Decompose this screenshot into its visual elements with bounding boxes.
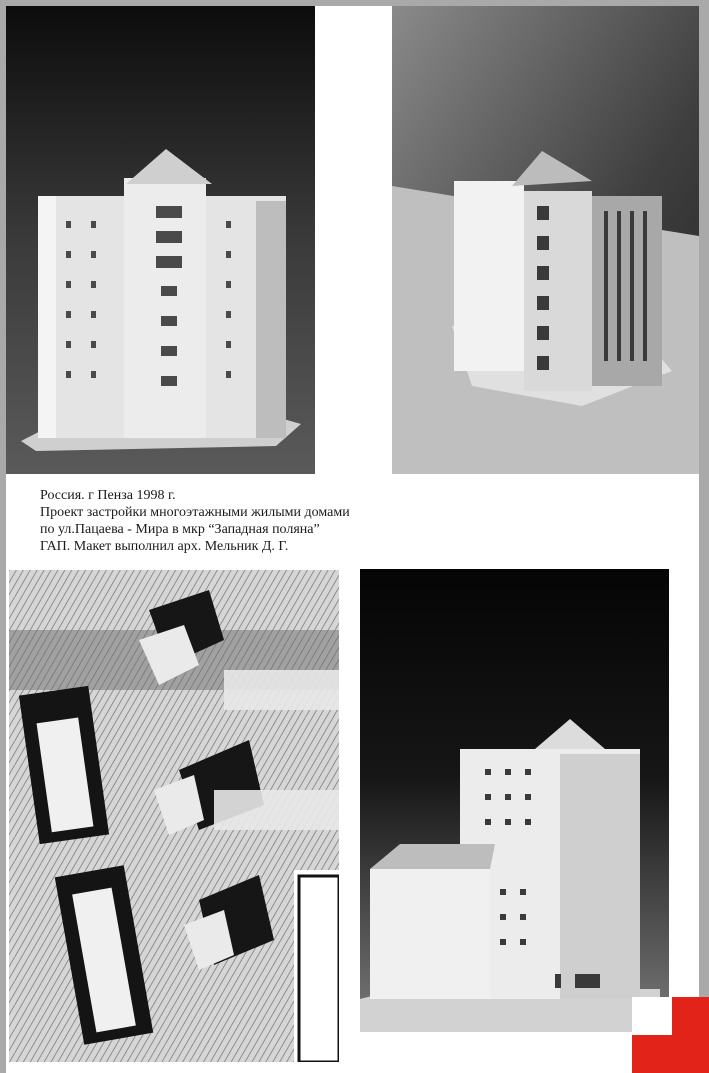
caption-line-author: ГАП. Макет выполнил арх. Мельник Д. Г. — [40, 539, 289, 554]
model-photo-front — [6, 6, 315, 474]
caption-line-street: по ул.Пацаева - Мира в мкр “Западная поляна” — [40, 522, 320, 537]
model-photo-side — [360, 569, 669, 1032]
model-photo-perspective — [392, 6, 699, 474]
accent-corner-cutout — [632, 997, 672, 1035]
caption-line-project: Проект застройки многоэтажными жилыми домами — [40, 505, 350, 520]
caption-line-location: Россия. г Пенза 1998 г. — [40, 488, 176, 503]
project-caption — [40, 487, 370, 555]
site-plan-image — [9, 570, 339, 1062]
